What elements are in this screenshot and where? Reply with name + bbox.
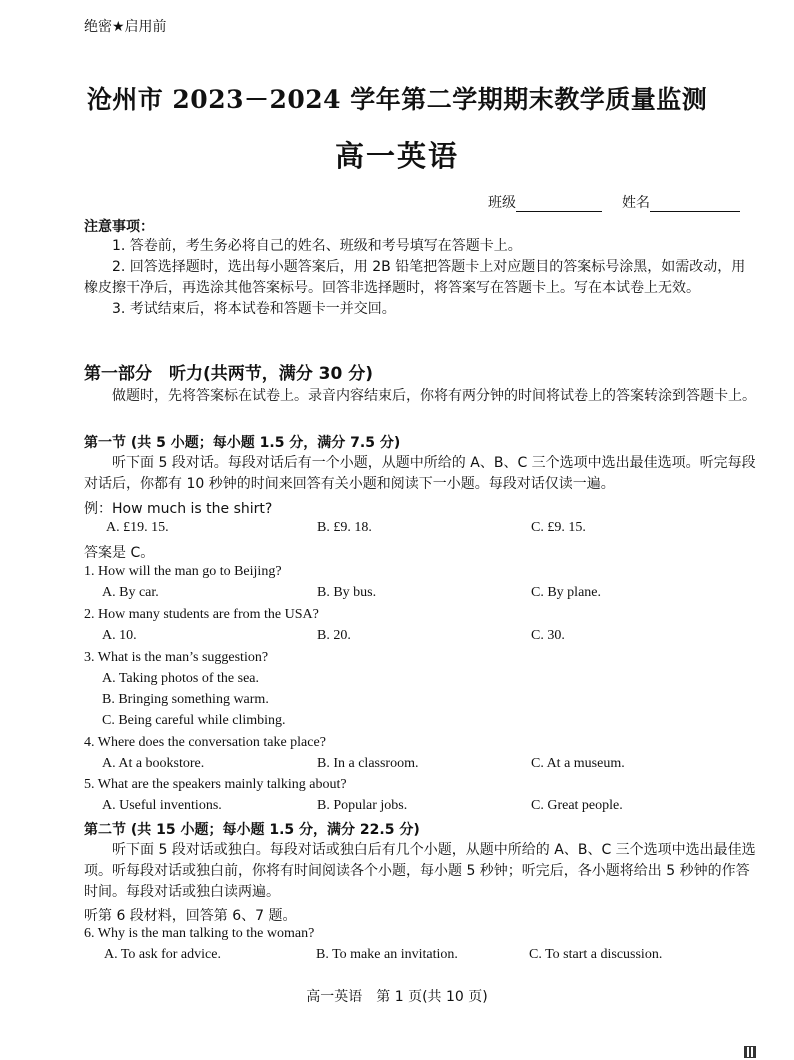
part1-intro-text: 做题时，先将答案标在试卷上。录音内容结束后，你将有两分钟的时间将试卷上的答案转涂到答题卡上。: [112, 388, 756, 404]
part1-heading: 第一部分 听力(共两节，满分 30 分): [84, 364, 374, 384]
q1-option-b: B. By bus.: [317, 585, 377, 600]
q2-option-a: A. 10.: [102, 628, 137, 643]
question-5: 5. What are the speakers mainly talking about?: [84, 777, 347, 792]
exam-title: 沧州市 2023－2024 学年第二学期期末教学质量监测: [86, 85, 708, 114]
notice-item: 3. 考试结束后，将本试卷和答题卡一并交回。: [112, 301, 396, 317]
page-footer: 高一英语 第 1 页(共 10 页): [306, 989, 488, 1005]
q4-option-a: A. At a bookstore.: [102, 756, 205, 771]
notice-heading: 注意事项：: [84, 219, 154, 235]
qr-code-icon: [744, 1046, 756, 1058]
q3-option-b: B. Bringing something warm.: [102, 692, 269, 707]
question-4: 4. Where does the conversation take place?: [84, 735, 326, 750]
class-blank: [516, 197, 602, 212]
exam-subject: 高一英语: [334, 139, 459, 173]
part1-intro: [84, 386, 756, 407]
section2-intro: [84, 840, 756, 903]
example-option-a: A. £19. 15.: [106, 520, 169, 535]
q6-option-a: A. To ask for advice.: [104, 947, 221, 962]
q5-option-c: C. Great people.: [531, 798, 623, 813]
question-1: 1. How will the man go to Beijing?: [84, 564, 282, 579]
q2-option-c: C. 30.: [531, 628, 565, 643]
notice-list: [84, 236, 756, 320]
q5-option-b: B. Popular jobs.: [317, 798, 408, 813]
notice-item: 2. 回答选择题时，选出每小题答案后，用 2B 铅笔把答题卡上对应题目的答案标号涂黑，如需改动，用橡皮擦干净后，再选涂其他答案标号。回答非选择题时，将答案写在答题卡上。写在本试卷上无效。: [84, 259, 746, 296]
section2-intro-text: 听下面 5 段对话或独白。每段对话或独白后有几个小题，从题中所给的 A、B、C 三个选项中选出最佳选项。听每段对话或独白前，你将有时间阅读各个小题，每小题 5 秒钟；听完后，各小题将给出 5 秒钟的作答时间。每段对话或独白读两遍。: [84, 842, 756, 900]
q6-option-b: B. To make an invitation.: [316, 947, 458, 962]
example-answer: 答案是 C。: [84, 545, 155, 561]
class-field: [488, 192, 602, 212]
q5-option-a: A. Useful inventions.: [102, 798, 222, 813]
q1-option-a: A. By car.: [102, 585, 159, 600]
q2-option-b: B. 20.: [317, 628, 351, 643]
q4-option-b: B. In a classroom.: [317, 756, 419, 771]
name-blank: [650, 197, 740, 212]
section1-intro: [84, 453, 756, 495]
section1-intro-text: 听下面 5 段对话。每段对话后有一个小题，从题中所给的 A、B、C 三个选项中选出最佳选项。听完每段对话后，你都有 10 秒钟的时间来回答有关小题和阅读下一小题。每段对话仅读一遍。: [84, 455, 756, 492]
section2-heading: 第二节 (共 15 小题；每小题 1.5 分，满分 22.5 分): [84, 822, 420, 838]
example-question: 例：How much is the shirt?: [84, 501, 273, 517]
class-label: 班级: [488, 195, 516, 211]
example-option-c: C. £9. 15.: [531, 520, 586, 535]
section1-heading: 第一节 (共 5 小题；每小题 1.5 分，满分 7.5 分): [84, 435, 401, 451]
q6-option-c: C. To start a discussion.: [529, 947, 663, 962]
q3-option-a: A. Taking photos of the sea.: [102, 671, 260, 686]
question-6: 6. Why is the man talking to the woman?: [84, 926, 315, 941]
q3-option-c: C. Being careful while climbing.: [102, 713, 286, 728]
notice-item: 1. 答卷前，考生务必将自己的姓名、班级和考号填写在答题卡上。: [112, 238, 522, 254]
question-2: 2. How many students are from the USA?: [84, 607, 319, 622]
question-3: 3. What is the man’s suggestion?: [84, 650, 269, 665]
material-instruction: 听第 6 段材料，回答第 6、7 题。: [84, 908, 297, 924]
confidential-mark: 绝密★启用前: [84, 19, 167, 35]
q1-option-c: C. By plane.: [531, 585, 601, 600]
name-label: 姓名: [622, 195, 650, 211]
name-field: [622, 192, 740, 212]
example-option-b: B. £9. 18.: [317, 520, 372, 535]
q4-option-c: C. At a museum.: [531, 756, 625, 771]
